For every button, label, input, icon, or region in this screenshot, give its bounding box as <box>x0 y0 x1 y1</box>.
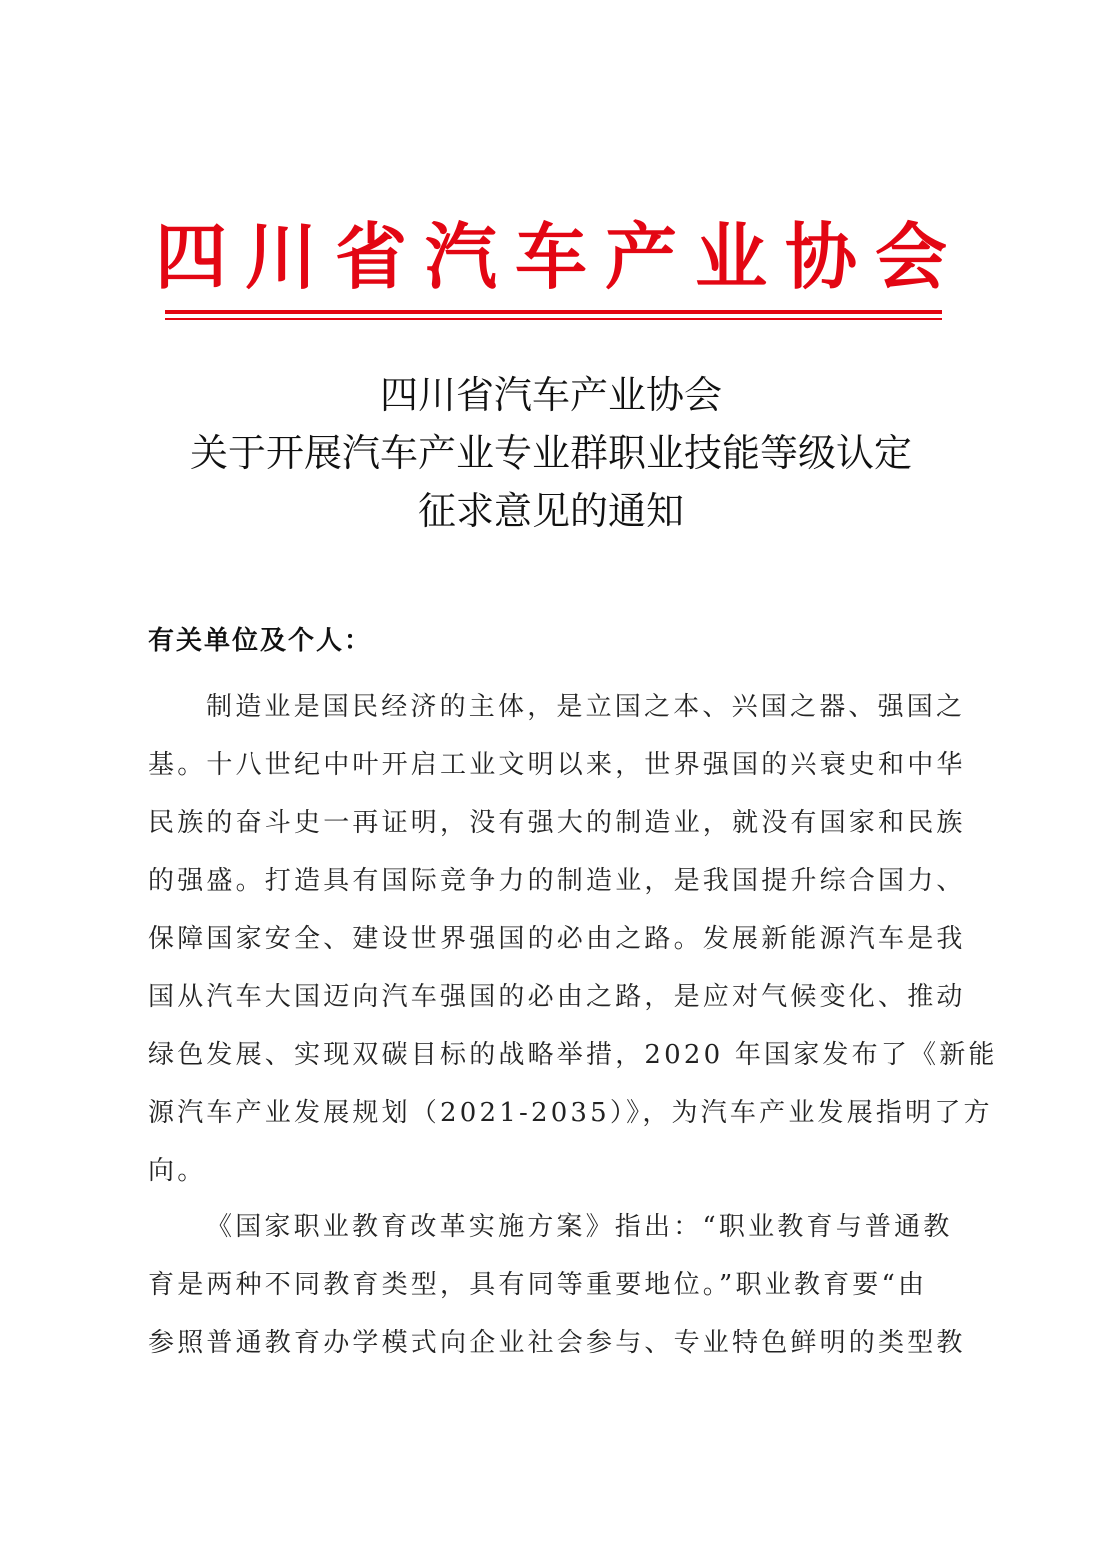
title-line-3: 征求意见的通知 <box>417 489 684 533</box>
masthead-rule-thin <box>165 318 942 320</box>
document-title <box>0 366 1102 540</box>
salutation: 有关单位及个人： <box>148 626 373 656</box>
paragraph-line: 源汽车产业发展规划（2021-2035）》，为汽车产业发展指明了方 <box>148 1098 993 1128</box>
paragraph-line: 制造业是国民经济的主体，是立国之本、兴国之器、强国之 <box>206 692 966 722</box>
paragraph-line: 国从汽车大国迈向汽车强国的必由之路，是应对气候变化、推动 <box>148 982 966 1012</box>
paragraph-line: 《国家职业教育改革实施方案》指出：“职业教育与普通教 <box>206 1212 953 1242</box>
paragraph-line: 绿色发展、实现双碳目标的战略举措，2020 年国家发布了《新能 <box>148 1040 998 1070</box>
paragraph-2 <box>148 1198 968 1372</box>
paragraph-line: 保障国家安全、建设世界强国的必由之路。发展新能源汽车是我 <box>148 924 966 954</box>
paragraph-1 <box>148 678 998 1200</box>
paragraph-line: 民族的奋斗史一再证明，没有强大的制造业，就没有国家和民族 <box>148 808 966 838</box>
paragraph-line: 育是两种不同教育类型，具有同等重要地位。”职业教育要“由 <box>148 1270 928 1300</box>
paragraph-line: 基。十八世纪中叶开启工业文明以来，世界强国的兴衰史和中华 <box>148 750 966 780</box>
masthead-rule-thick <box>165 310 942 314</box>
paragraph-line: 参照普通教育办学模式向企业社会参与、专业特色鲜明的类型教 <box>148 1328 966 1358</box>
masthead-org-name: 四川省汽车产业协会 <box>154 215 965 299</box>
paragraph-line: 向。 <box>148 1156 207 1186</box>
paragraph-line: 的强盛。打造具有国际竞争力的制造业，是我国提升综合国力、 <box>148 866 966 896</box>
title-line-1: 四川省汽车产业协会 <box>379 373 722 417</box>
title-line-2: 关于开展汽车产业专业群职业技能等级认定 <box>189 431 912 475</box>
